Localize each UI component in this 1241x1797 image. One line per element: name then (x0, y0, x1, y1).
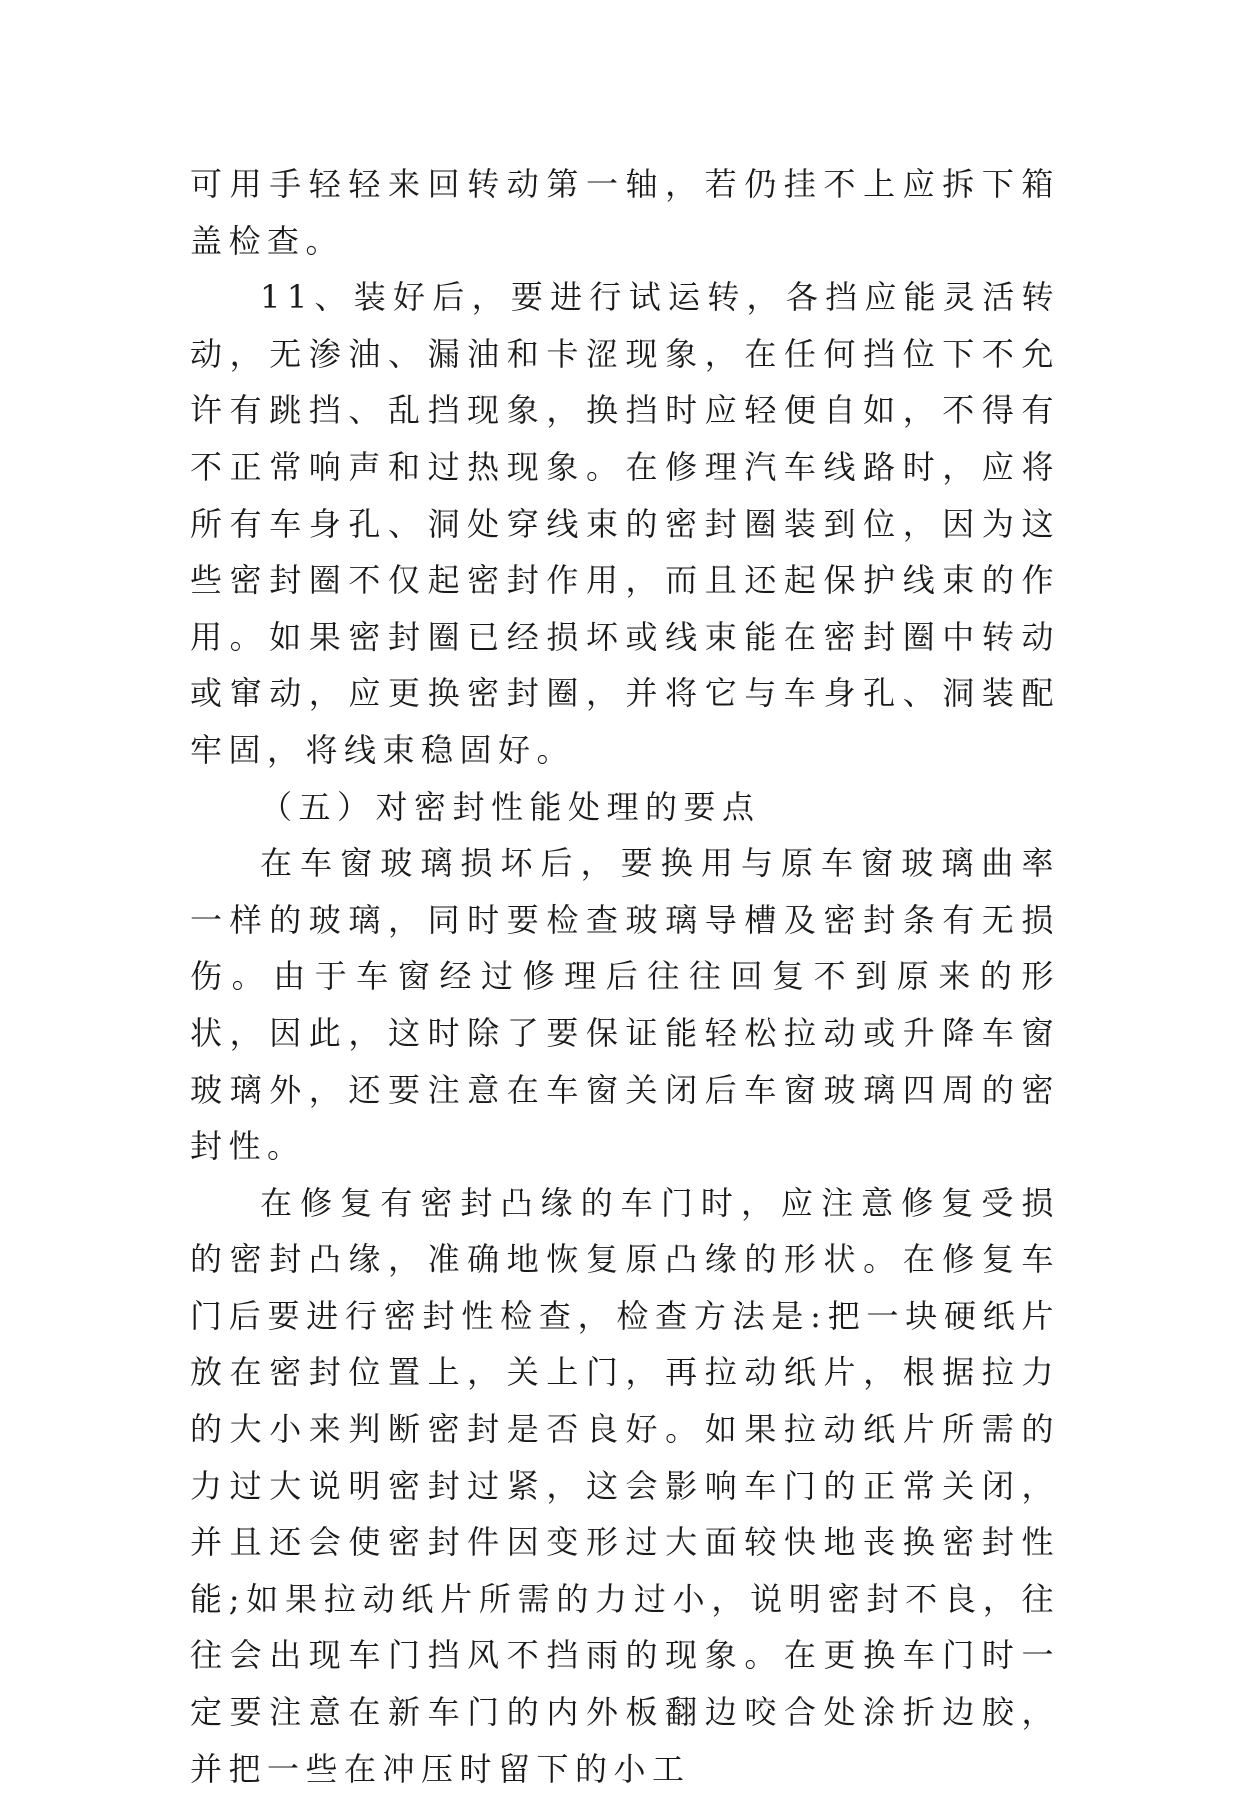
paragraph-item-11: 11、装好后，要进行试运转，各挡应能灵活转动，无渗油、漏油和卡涩现象，在任何挡位下不允许有跳挡、乱挡现象，换挡时应轻便自如，不得有不正常响声和过热现象。在修理汽车线路时，应将所有车身孔、洞处穿线束的密封圈装到位，因为这些密封圈不仅起密封作用，而且还起保护线束的作用。如果密封圈已经损坏或线束能在密封圈中转动或窜动，应更换密封圈，并将它与车身孔、洞装配牢固，将线束稳固好。 (190, 278, 1060, 769)
paragraph-continuation: 可用手轻轻来回转动第一轴，若仍挂不上应拆下箱盖检查。 (190, 165, 1060, 260)
body-text (190, 156, 1060, 1797)
section-heading-5: （五）对密封性能处理的要点 (260, 787, 761, 826)
paragraph-window-glass: 在车窗玻璃损坏后，要换用与原车窗玻璃曲率一样的玻璃，同时要检查玻璃导槽及密封条有无损伤。由于车窗经过修理后往往回复不到原来的形状，因此，这时除了要保证能轻松拉动或升降车窗玻璃外，还要注意在车窗关闭后车窗玻璃四周的密封性。 (190, 844, 1060, 1166)
paragraph-door-seal: 在修复有密封凸缘的车门时，应注意修复受损的密封凸缘，准确地恢复原凸缘的形状。在修复车门后要进行密封性检查，检查方法是:把一块硬纸片放在密封位置上，关上门，再拉动纸片，根据拉力的大小来判断密封是否良好。如果拉动纸片所需的力过大说明密封过紧，这会影响车门的正常关闭，并且还会使密封件因变形过大面较快地丧换密封性能;如果拉动纸片所需的力过小，说明密封不良，往往会出现车门挡风不挡雨的现象。在更换车门时一定要注意在新车门的内外板翻边咬合处涂折边胶，并把一些在冲压时留下的小工 (190, 1183, 1060, 1788)
